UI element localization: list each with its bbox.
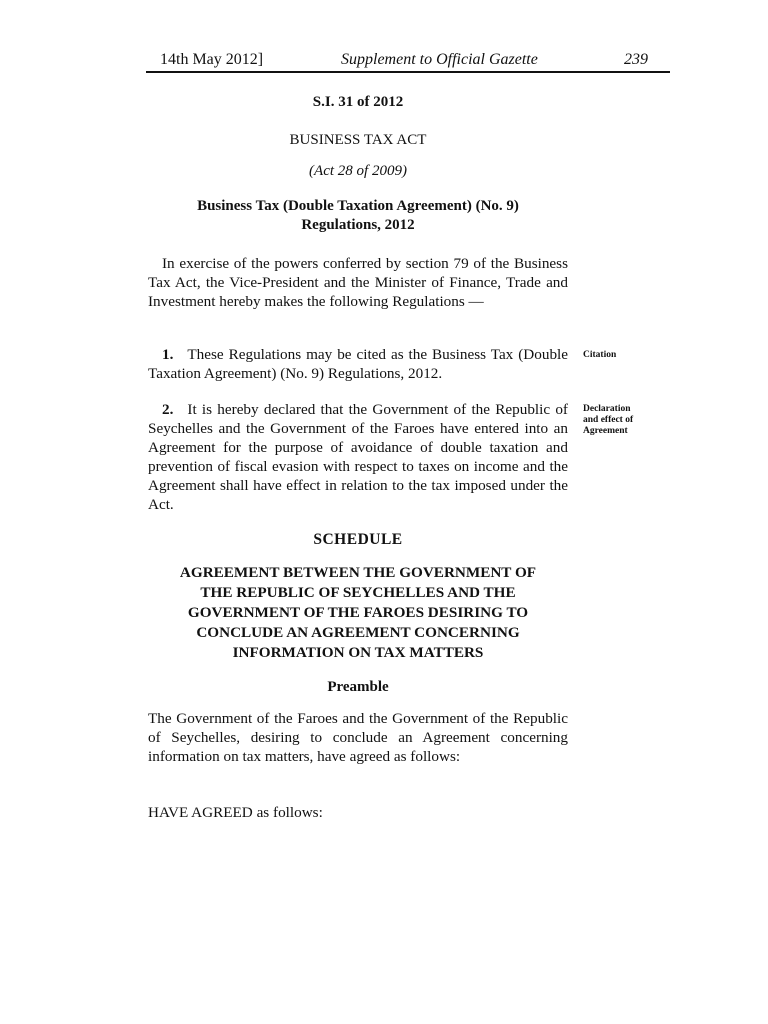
enacting-paragraph: In exercise of the powers conferred by section 79 of the Business Tax Act, the Vice-President and the Minister of Finance, Trade and Investment hereby makes the following Regulations — [148, 255, 568, 310]
schedule-heading: SCHEDULE [313, 531, 403, 548]
act-name: BUSINESS TAX ACT [289, 132, 427, 148]
header-date: 14th May 2012] [160, 51, 264, 68]
regulation-title [148, 197, 568, 235]
header-page-number: 239 [624, 51, 648, 68]
margin-note-declaration-line1: Declaration [583, 404, 631, 414]
regulation-1 [148, 345, 568, 383]
margin-note-declaration-line3: Agreement [583, 426, 628, 436]
agreement-title-line4: CONCLUDE AN AGREEMENT CONCERNING [196, 624, 520, 641]
agreement-title-line2: THE REPUBLIC OF SEYCHELLES AND THE [200, 584, 516, 601]
preamble-text: The Government of the Faroes and the Government of the Republic of Seychelles, desiring to conclude an Agreement concerning information on tax matters, have agreed as follows: [148, 710, 568, 765]
agreement-title-line5: INFORMATION ON TAX MATTERS [232, 644, 484, 661]
act-number: (Act 28 of 2009) [309, 163, 407, 179]
margin-note-declaration-line2: and effect of [583, 415, 634, 425]
regulation-title-line2: Regulations, 2012 [301, 217, 415, 233]
si-number: S.I. 31 of 2012 [312, 94, 404, 110]
regulation-title-line1: Business Tax (Double Taxation Agreement) (No. 9) [197, 198, 519, 214]
agreement-title-line3: GOVERNMENT OF THE FAROES DESIRING TO [187, 604, 529, 621]
regulation-2-number: 2. [162, 401, 174, 418]
header-publication: Supplement to Official Gazette [341, 51, 538, 68]
preamble-heading: Preamble [327, 679, 389, 695]
agreement-title [148, 563, 568, 663]
regulation-1-number: 1. [162, 346, 174, 363]
regulation-2 [148, 400, 568, 514]
have-agreed-text: HAVE AGREED as follows: [148, 804, 323, 821]
header-rule [146, 71, 670, 73]
regulation-2-text: It is hereby declared that the Government of the Republic of Seychelles and the Government of the Faroes have entered into an Agreement for the purpose of avoidance of double taxation and prevention of fiscal evasion with respect to taxes on income and the Agreement shall have effect in relation to the tax imposed under the Act. [148, 401, 568, 513]
margin-note-declaration [583, 404, 663, 437]
margin-note-citation: Citation [583, 350, 617, 360]
agreement-title-line1: AGREEMENT BETWEEN THE GOVERNMENT OF [179, 564, 537, 581]
regulation-1-text: These Regulations may be cited as the Business Tax (Double Taxation Agreement) (No. 9) Regulations, 2012. [148, 346, 568, 382]
